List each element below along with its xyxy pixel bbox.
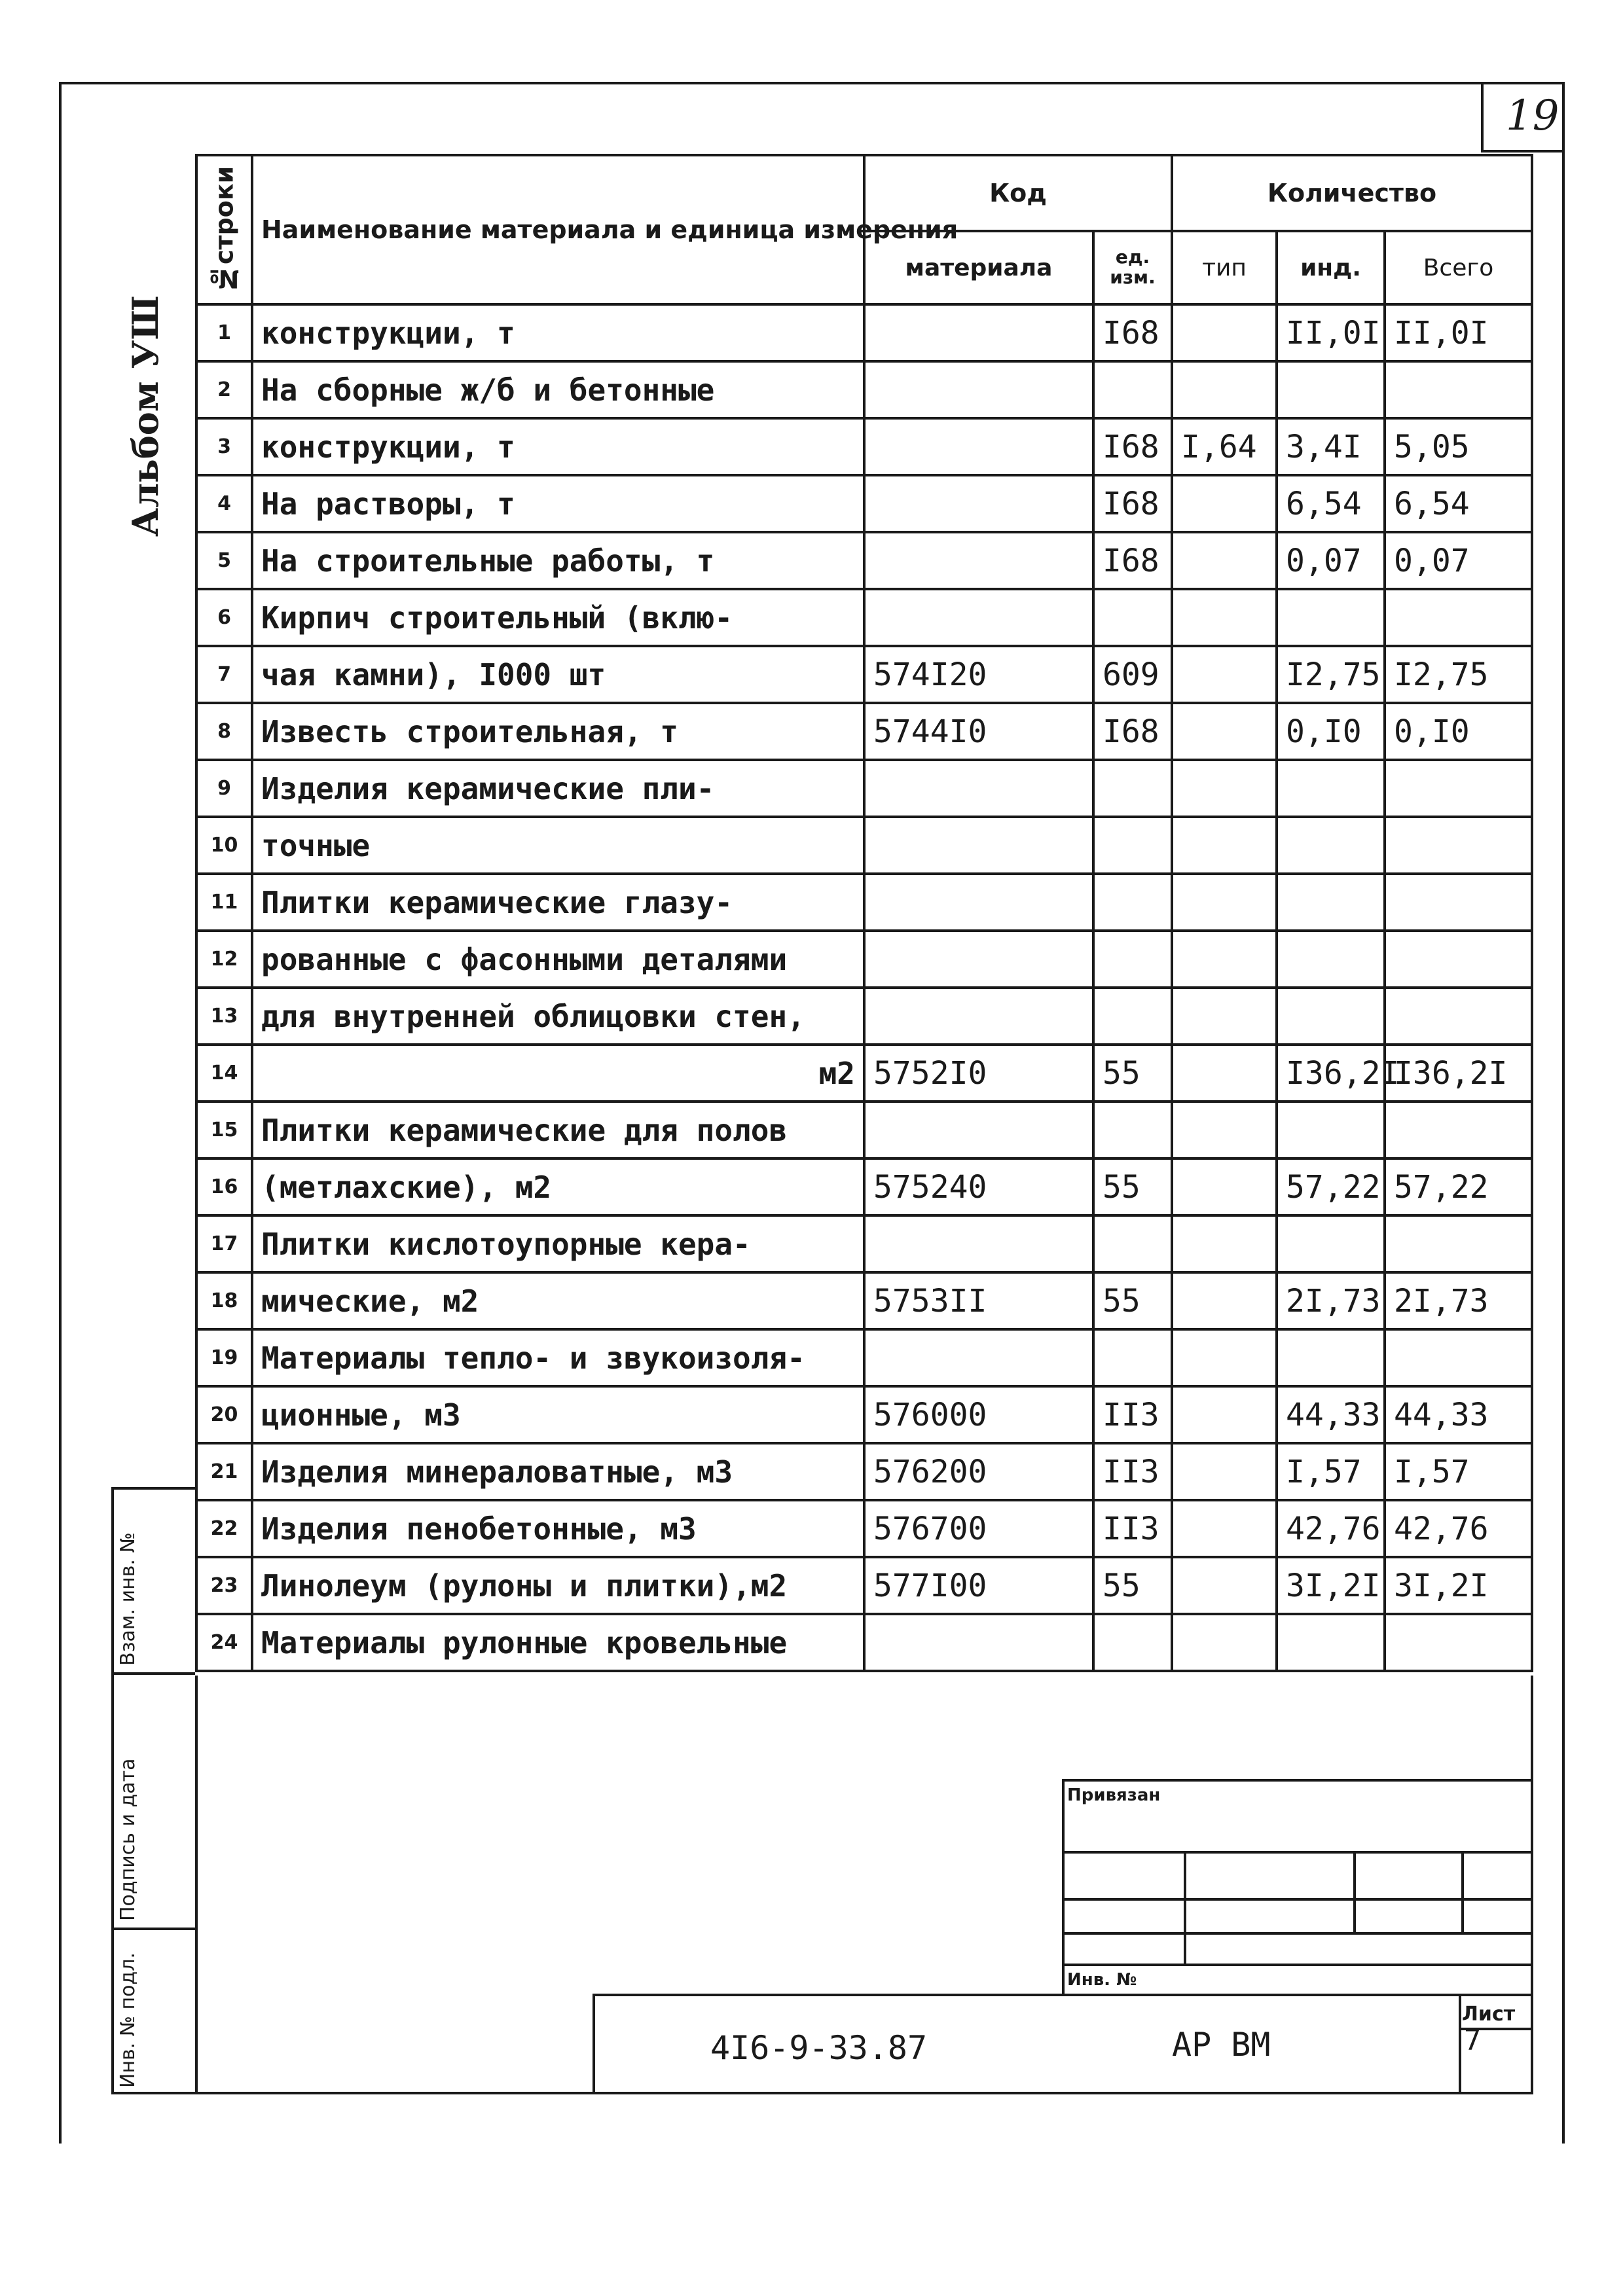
material-name: рованные с фасонными деталями [252, 931, 864, 988]
material-name: м2 [252, 1045, 864, 1102]
header-row-number: №строки [196, 155, 252, 304]
row-number: 13 [196, 988, 252, 1045]
quantity-type [1172, 1500, 1277, 1557]
quantity-ind: 3I,2I [1277, 1557, 1385, 1614]
bottom-line [111, 2092, 1533, 2094]
material-name: Плитки керамические глазу- [252, 874, 864, 931]
material-code: 5752I0 [864, 1045, 1093, 1102]
quantity-type [1172, 703, 1277, 760]
materials-table [195, 154, 1533, 1672]
quantity-type [1172, 1614, 1277, 1671]
row-number: 18 [196, 1272, 252, 1329]
material-code: 574I20 [864, 646, 1093, 703]
sheet-label: Лист [1462, 2003, 1516, 2026]
row-number: 14 [196, 1045, 252, 1102]
quantity-type [1172, 304, 1277, 361]
material-name: мические, м2 [252, 1272, 864, 1329]
quantity-ind [1277, 988, 1385, 1045]
quantity-total: II,0I [1385, 304, 1532, 361]
material-code [864, 475, 1093, 532]
sheet-number: 7 [1464, 2024, 1482, 2057]
quantity-ind [1277, 874, 1385, 931]
title-block-divider [1459, 1994, 1461, 2094]
table-row [196, 874, 1532, 931]
material-name: На растворы, т [252, 475, 864, 532]
quantity-total [1385, 988, 1532, 1045]
table-row [196, 1386, 1532, 1443]
quantity-ind [1277, 1215, 1385, 1272]
quantity-ind: 0,07 [1277, 532, 1385, 589]
material-name: Кирпич строительный (вклю- [252, 589, 864, 646]
quantity-type [1172, 589, 1277, 646]
material-name: (метлахские), м2 [252, 1158, 864, 1215]
unit-code: 609 [1093, 646, 1172, 703]
material-code [864, 532, 1093, 589]
table-row [196, 1102, 1532, 1158]
quantity-total: I2,75 [1385, 646, 1532, 703]
material-name: для внутренней облицовки стен, [252, 988, 864, 1045]
unit-code [1093, 817, 1172, 874]
margin-divider [111, 1928, 195, 1930]
quantity-total: 44,33 [1385, 1386, 1532, 1443]
material-name: чая камни), I000 шт [252, 646, 864, 703]
material-code [864, 760, 1093, 817]
quantity-type [1172, 1045, 1277, 1102]
unit-code [1093, 760, 1172, 817]
material-code [864, 931, 1093, 988]
quantity-ind [1277, 589, 1385, 646]
unit-code: I68 [1093, 532, 1172, 589]
quantity-ind: 57,22 [1277, 1158, 1385, 1215]
stamp-line [1184, 1851, 1186, 1964]
material-name: Плитки керамические для полов [252, 1102, 864, 1158]
material-name: Изделия пенобетонные, м3 [252, 1500, 864, 1557]
quantity-total [1385, 1329, 1532, 1386]
header-material: материала [864, 231, 1093, 304]
table-row [196, 1045, 1532, 1102]
quantity-ind: I2,75 [1277, 646, 1385, 703]
quantity-type [1172, 1272, 1277, 1329]
material-name: точные [252, 817, 864, 874]
header-name: Наименование материала и единица измерения [252, 155, 864, 304]
material-code [864, 988, 1093, 1045]
material-name: Изделия керамические пли- [252, 760, 864, 817]
unit-code [1093, 1215, 1172, 1272]
quantity-total [1385, 1614, 1532, 1671]
row-number: 21 [196, 1443, 252, 1500]
quantity-total: 57,22 [1385, 1158, 1532, 1215]
table-row [196, 817, 1532, 874]
table-row [196, 1215, 1532, 1272]
row-number: 19 [196, 1329, 252, 1386]
table-row [196, 1329, 1532, 1386]
quantity-total: I,57 [1385, 1443, 1532, 1500]
quantity-total [1385, 760, 1532, 817]
quantity-total [1385, 1215, 1532, 1272]
table-row [196, 361, 1532, 418]
quantity-total [1385, 817, 1532, 874]
margin-divider [111, 1672, 195, 1675]
material-name: Известь строительная, т [252, 703, 864, 760]
row-number: 8 [196, 703, 252, 760]
unit-code [1093, 1329, 1172, 1386]
document-section: АР ВМ [1172, 2026, 1271, 2064]
material-code [864, 1329, 1093, 1386]
row-number: 4 [196, 475, 252, 532]
stamp-line [1353, 1851, 1356, 1932]
quantity-type [1172, 817, 1277, 874]
header-type: тип [1172, 231, 1277, 304]
quantity-total: 0,I0 [1385, 703, 1532, 760]
table-row [196, 418, 1532, 475]
quantity-type [1172, 1386, 1277, 1443]
quantity-type [1172, 760, 1277, 817]
quantity-type: I,64 [1172, 418, 1277, 475]
quantity-type [1172, 1158, 1277, 1215]
header-total: Всего [1385, 231, 1532, 304]
album-label: Альбом УШ [124, 295, 166, 537]
material-name: На строительные работы, т [252, 532, 864, 589]
row-number: 16 [196, 1158, 252, 1215]
header-ind: инд. [1277, 231, 1385, 304]
row-number: 17 [196, 1215, 252, 1272]
quantity-type [1172, 532, 1277, 589]
inv-label: Инв. № [1067, 1970, 1137, 1990]
header-code-group: Код [864, 155, 1172, 231]
quantity-ind: 42,76 [1277, 1500, 1385, 1557]
unit-code: I68 [1093, 418, 1172, 475]
unit-code [1093, 589, 1172, 646]
row-number: 20 [196, 1386, 252, 1443]
quantity-total [1385, 1102, 1532, 1158]
table-row [196, 1557, 1532, 1614]
table-row [196, 532, 1532, 589]
quantity-type [1172, 1329, 1277, 1386]
table-row [196, 1272, 1532, 1329]
row-number: 9 [196, 760, 252, 817]
quantity-ind: 2I,73 [1277, 1272, 1385, 1329]
table-row [196, 1158, 1532, 1215]
margin-signature-label: Подпись и дата [117, 1758, 139, 1921]
unit-code: I68 [1093, 475, 1172, 532]
unit-code [1093, 1614, 1172, 1671]
quantity-type [1172, 874, 1277, 931]
table-row [196, 988, 1532, 1045]
quantity-type [1172, 646, 1277, 703]
quantity-ind [1277, 361, 1385, 418]
quantity-total: 0,07 [1385, 532, 1532, 589]
material-code: 576200 [864, 1443, 1093, 1500]
material-name: Изделия минераловатные, м3 [252, 1443, 864, 1500]
table-row [196, 475, 1532, 532]
unit-code: 55 [1093, 1045, 1172, 1102]
quantity-total: 3I,2I [1385, 1557, 1532, 1614]
bound-label: Привязан [1067, 1785, 1161, 1805]
quantity-total: 2I,73 [1385, 1272, 1532, 1329]
stamp-line [1062, 1964, 1533, 1966]
stamp-line [1461, 1851, 1464, 1932]
quantity-total [1385, 361, 1532, 418]
stamp-line [1062, 1932, 1533, 1935]
document-code: 4I6-9-33.87 [710, 2029, 928, 2067]
stamp-left-line [195, 1676, 198, 2094]
quantity-ind: 3,4I [1277, 418, 1385, 475]
table-row [196, 1443, 1532, 1500]
material-code [864, 1102, 1093, 1158]
quantity-type [1172, 1443, 1277, 1500]
row-number: 10 [196, 817, 252, 874]
unit-code: 55 [1093, 1158, 1172, 1215]
row-number: 2 [196, 361, 252, 418]
unit-code [1093, 361, 1172, 418]
unit-code [1093, 988, 1172, 1045]
quantity-ind [1277, 1614, 1385, 1671]
header-quantity-group: Количество [1172, 155, 1532, 231]
material-code [864, 418, 1093, 475]
header-unit: ед. изм. [1093, 231, 1172, 304]
material-code [864, 1215, 1093, 1272]
quantity-type [1172, 988, 1277, 1045]
row-number: 7 [196, 646, 252, 703]
quantity-ind [1277, 931, 1385, 988]
quantity-ind [1277, 1329, 1385, 1386]
quantity-type [1172, 1557, 1277, 1614]
margin-replaces-label: Взам. инв. № [117, 1532, 139, 1666]
material-name: На сборные ж/б и бетонные [252, 361, 864, 418]
material-code [864, 874, 1093, 931]
unit-code: II3 [1093, 1386, 1172, 1443]
unit-code [1093, 874, 1172, 931]
material-code [864, 304, 1093, 361]
unit-code [1093, 1102, 1172, 1158]
material-code: 577I00 [864, 1557, 1093, 1614]
quantity-ind [1277, 760, 1385, 817]
material-code [864, 589, 1093, 646]
quantity-ind [1277, 1102, 1385, 1158]
row-number: 24 [196, 1614, 252, 1671]
row-number: 3 [196, 418, 252, 475]
quantity-total [1385, 874, 1532, 931]
quantity-type [1172, 931, 1277, 988]
table-row [196, 646, 1532, 703]
quantity-total: 42,76 [1385, 1500, 1532, 1557]
quantity-ind [1277, 817, 1385, 874]
quantity-total: 6,54 [1385, 475, 1532, 532]
page-number: 19 [1506, 92, 1559, 140]
material-code: 5753II [864, 1272, 1093, 1329]
material-name: конструкции, т [252, 418, 864, 475]
material-code: 5744I0 [864, 703, 1093, 760]
quantity-type [1172, 1215, 1277, 1272]
material-code: 575240 [864, 1158, 1093, 1215]
material-code: 576000 [864, 1386, 1093, 1443]
unit-code: I68 [1093, 304, 1172, 361]
row-number: 11 [196, 874, 252, 931]
quantity-total [1385, 589, 1532, 646]
unit-code: II3 [1093, 1500, 1172, 1557]
row-number: 12 [196, 931, 252, 988]
quantity-ind: 6,54 [1277, 475, 1385, 532]
unit-code: 55 [1093, 1272, 1172, 1329]
quantity-total: I36,2I [1385, 1045, 1532, 1102]
row-number: 6 [196, 589, 252, 646]
quantity-ind: II,0I [1277, 304, 1385, 361]
quantity-ind: I36,2I [1277, 1045, 1385, 1102]
row-number: 5 [196, 532, 252, 589]
material-code [864, 1614, 1093, 1671]
table-row [196, 703, 1532, 760]
quantity-ind: I,57 [1277, 1443, 1385, 1500]
material-code: 576700 [864, 1500, 1093, 1557]
material-name: Материалы рулонные кровельные [252, 1614, 864, 1671]
quantity-type [1172, 361, 1277, 418]
quantity-total [1385, 931, 1532, 988]
quantity-total: 5,05 [1385, 418, 1532, 475]
table-row [196, 1500, 1532, 1557]
quantity-type [1172, 475, 1277, 532]
row-number: 15 [196, 1102, 252, 1158]
material-code [864, 361, 1093, 418]
material-name: конструкции, т [252, 304, 864, 361]
table-row [196, 931, 1532, 988]
table-row [196, 1614, 1532, 1671]
margin-inv-orig-label: Инв. № подл. [117, 1952, 139, 2088]
material-name: Материалы тепло- и звукоизоля- [252, 1329, 864, 1386]
unit-code [1093, 931, 1172, 988]
unit-code: II3 [1093, 1443, 1172, 1500]
row-number: 23 [196, 1557, 252, 1614]
table-row [196, 760, 1532, 817]
unit-code: I68 [1093, 703, 1172, 760]
unit-code: 55 [1093, 1557, 1172, 1614]
material-code [864, 817, 1093, 874]
material-name: ционные, м3 [252, 1386, 864, 1443]
quantity-type [1172, 1102, 1277, 1158]
row-number: 22 [196, 1500, 252, 1557]
material-name: Линолеум (рулоны и плитки),м2 [252, 1557, 864, 1614]
material-name: Плитки кислотоупорные кера- [252, 1215, 864, 1272]
table-row [196, 304, 1532, 361]
row-number: 1 [196, 304, 252, 361]
quantity-ind: 0,I0 [1277, 703, 1385, 760]
quantity-ind: 44,33 [1277, 1386, 1385, 1443]
table-row [196, 589, 1532, 646]
